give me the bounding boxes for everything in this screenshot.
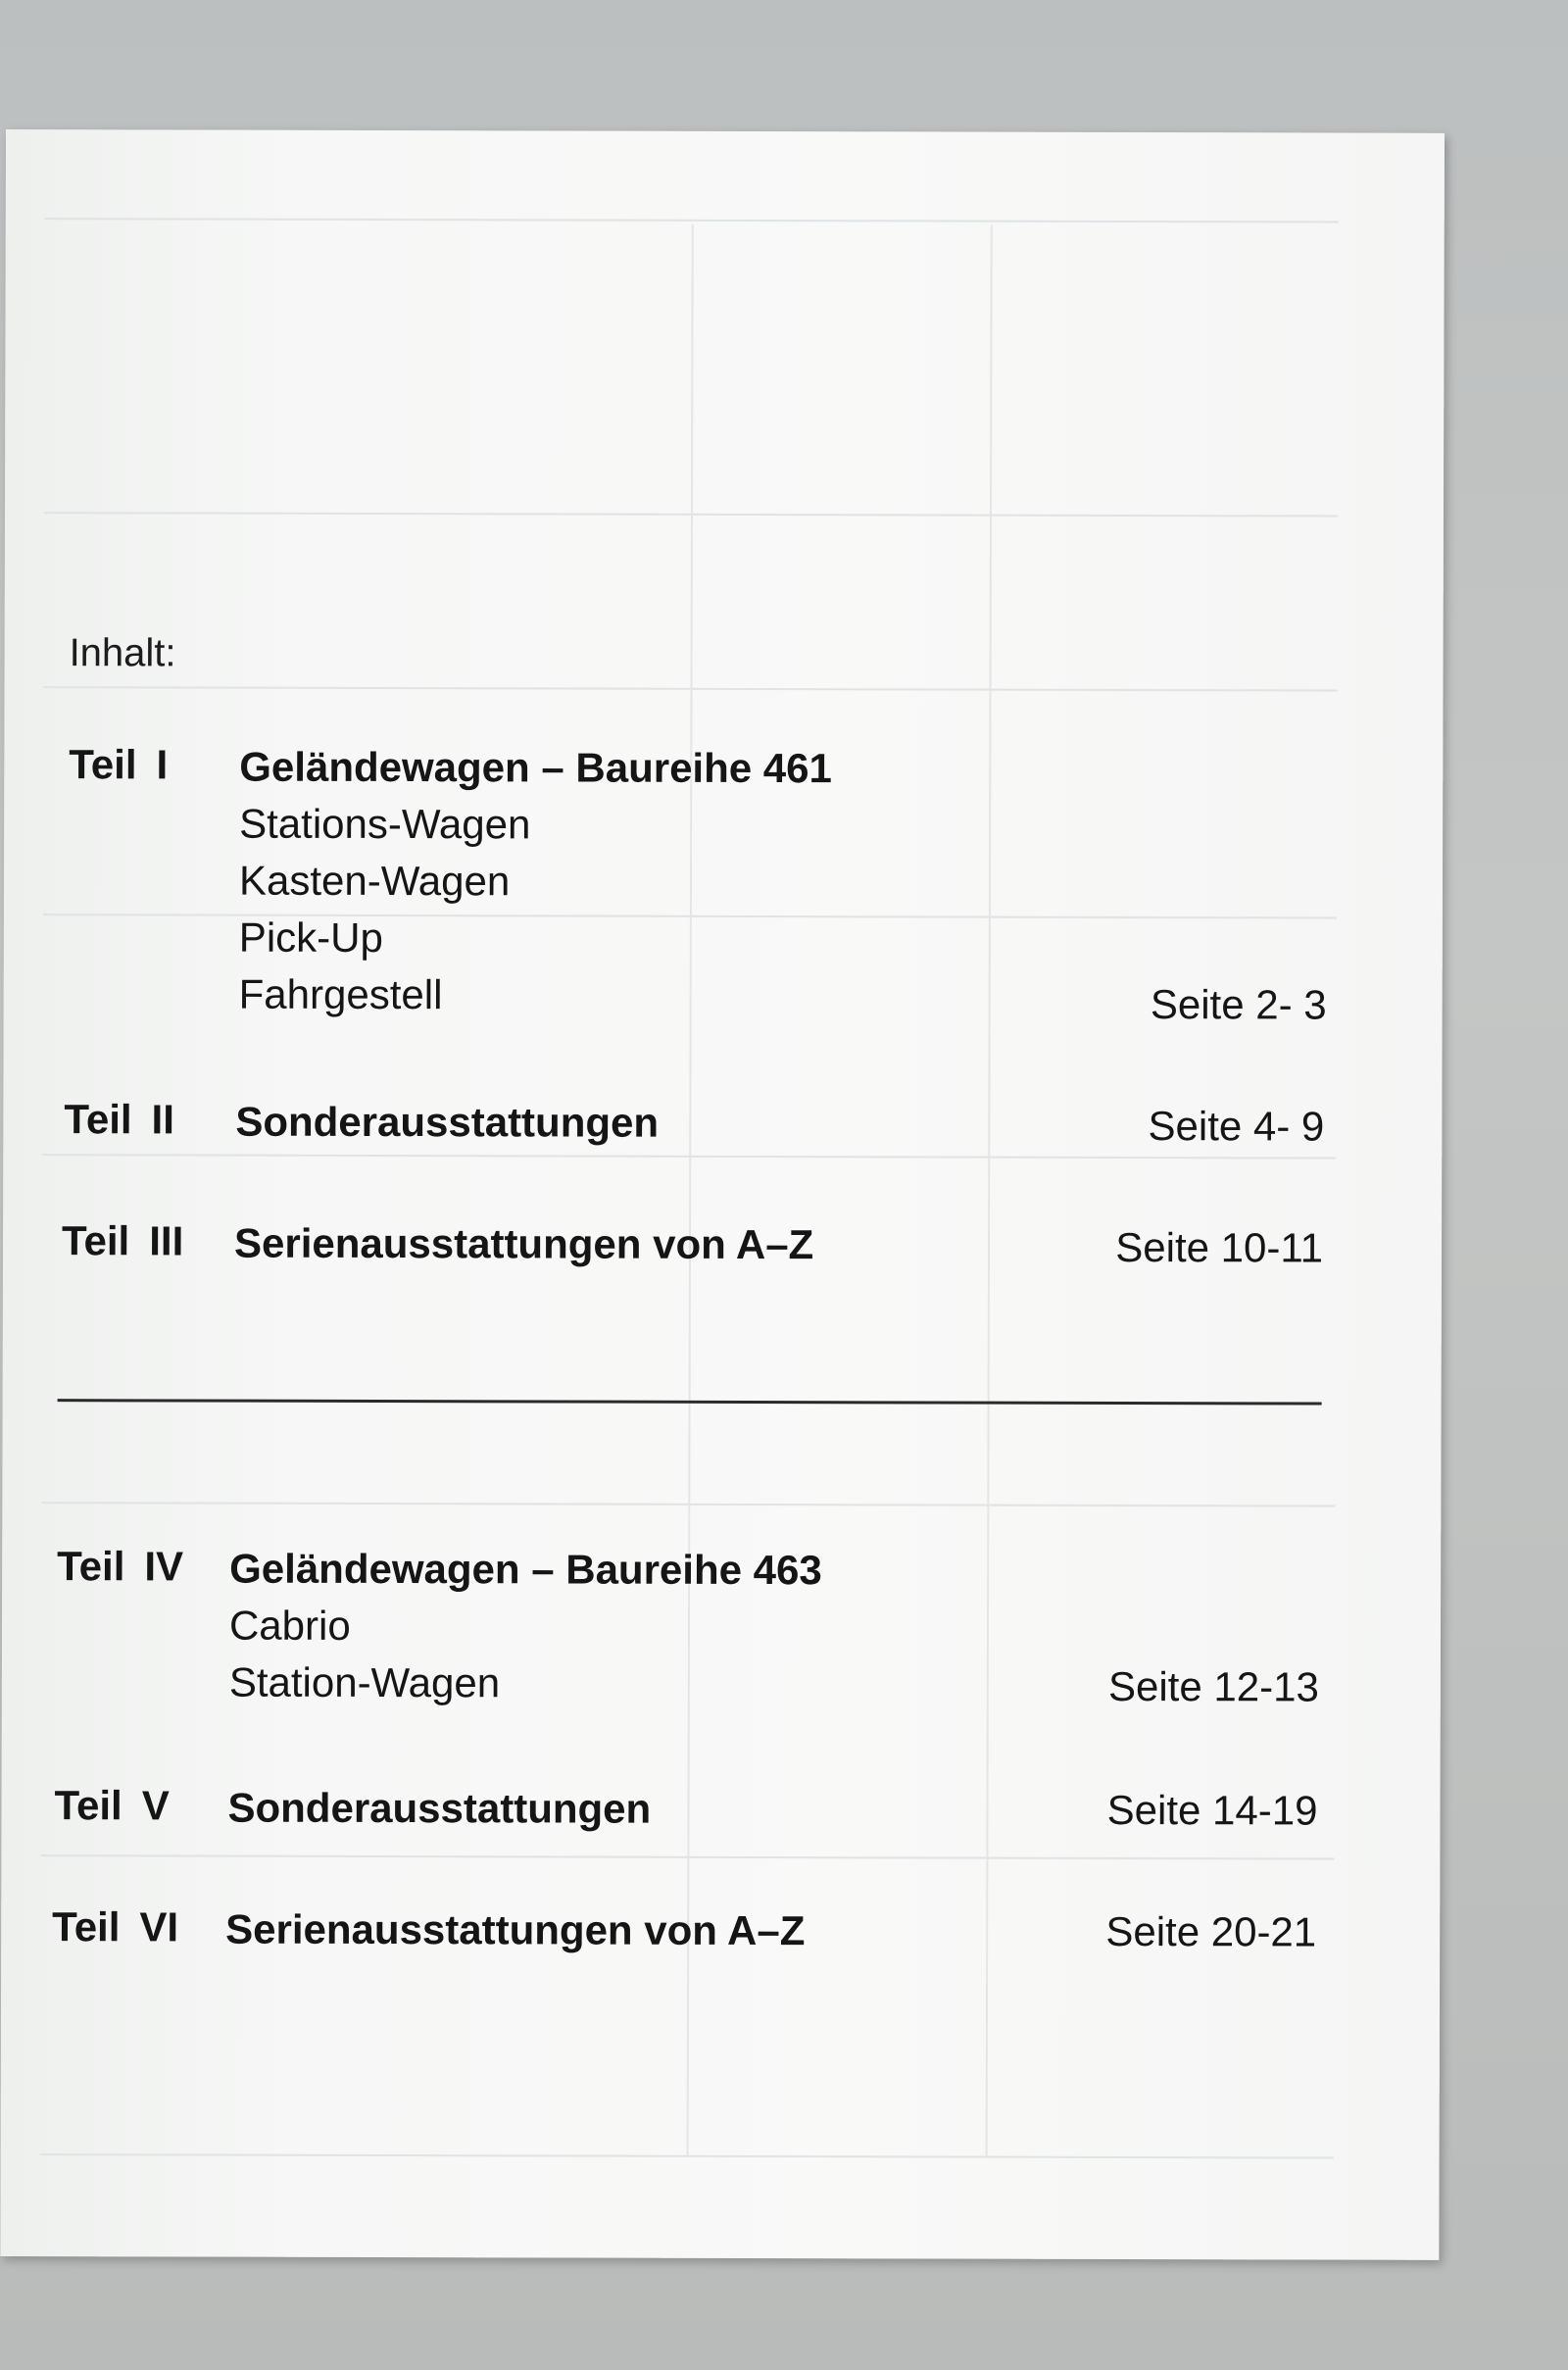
entry-subitem: Pick-Up	[238, 913, 383, 962]
part-label	[69, 741, 168, 788]
part-word: Teil	[52, 1903, 121, 1950]
entry-subitem: Fahrgestell	[238, 970, 443, 1018]
part-word: Teil	[64, 1096, 132, 1143]
part-word: Teil	[69, 741, 137, 788]
entry-pages: Seite 2- 3	[1150, 981, 1327, 1028]
entry-subitem: Stations-Wagen	[239, 800, 531, 848]
part-label	[64, 1096, 174, 1143]
entry-title: Sonderausstattungen	[235, 1098, 660, 1146]
entry-pages: Seite 14-19	[1106, 1786, 1318, 1834]
entry-title: Serienausstattungen von A–Z	[233, 1219, 814, 1268]
entry-title: Sonderausstattungen	[227, 1784, 652, 1832]
entry-pages: Seite 12-13	[1107, 1662, 1319, 1710]
part-label	[62, 1217, 183, 1264]
part-numeral: IV	[144, 1543, 184, 1590]
document-page	[0, 129, 1445, 2260]
entry-subitem: Station-Wagen	[228, 1658, 501, 1706]
part-word: Teil	[57, 1543, 125, 1590]
part-label	[57, 1543, 183, 1590]
part-label	[54, 1782, 169, 1829]
entry-pages: Seite 20-21	[1105, 1907, 1317, 1955]
bleed-rule	[45, 218, 1339, 222]
part-word: Teil	[54, 1782, 122, 1829]
part-numeral: III	[149, 1217, 184, 1264]
toc-heading: Inhalt:	[69, 631, 176, 675]
entry-pages: Seite 4- 9	[1148, 1103, 1325, 1150]
entry-title: Serienausstattungen von A–Z	[225, 1905, 806, 1954]
entry-title: Geländewagen – Baureihe 461	[239, 743, 832, 792]
part-numeral: II	[151, 1096, 174, 1143]
part-numeral: I	[156, 741, 169, 788]
part-label	[52, 1903, 178, 1950]
part-numeral: V	[141, 1782, 170, 1829]
entry-subitem: Cabrio	[228, 1602, 351, 1649]
part-numeral: VI	[139, 1903, 179, 1950]
part-word: Teil	[61, 1217, 130, 1264]
entry-subitem: Kasten-Wagen	[238, 857, 511, 905]
entry-title: Geländewagen – Baureihe 463	[229, 1545, 822, 1594]
entry-pages: Seite 10-11	[1115, 1223, 1324, 1271]
